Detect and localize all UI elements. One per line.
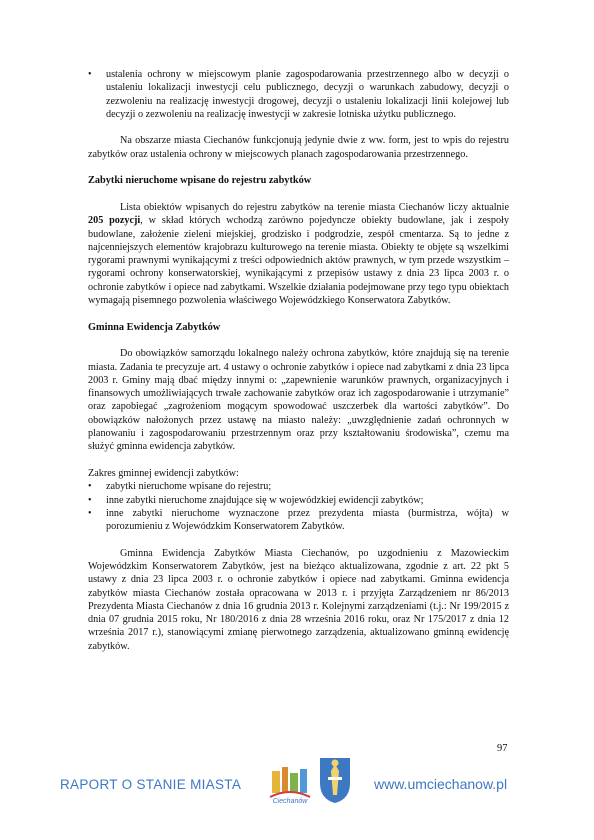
list-item: • inne zabytki nieruchome znajdujące się w wojewódzkiej ewidencji zabytków; — [88, 494, 424, 506]
scope-list — [88, 480, 509, 533]
paragraph-update: Gminna Ewidencja Zabytków Miasta Ciechanów, po uzgodnieniu z Mazowieckim Wojewódzkim Konserwatorem Zabytków, jest na bieżąco aktualizowana, zgodnie z art. 22 pkt 5 ustawy z dnia 23 lipca 2003 r. o ochronie zabytków i opiece nad zabytkami. Gminna ewidencja zabytków miasta Ciechanów została opracowana w 2013 r. i przyjęta Zarządzeniem nr 86/2013 Prezydenta Miasta Ciechanów z dnia 16 grudnia 2013 r. Kolejnymi zarządzeniami (t.j.: Nr 199/2015 z dnia 07 grudnia 2015 roku, Nr 180/2016 z dnia 28 września 2016 roku, oraz Nr 175/2017 z dnia 12 września 2017 r.), stanowiącymi zmianę pierwotnego zarządzenia, aktualizowano gminną ewidencję zabytków. — [88, 547, 509, 652]
heading-municipal-register: Gminna Ewidencja Zabytków — [88, 321, 221, 333]
intro-list — [88, 68, 509, 121]
bullet-icon: • — [88, 507, 92, 519]
coat-of-arms-icon — [317, 755, 353, 805]
heading-register: Zabytki nieruchome wpisane do rejestru zabytków — [88, 175, 312, 187]
logo-text: Ciechanów — [272, 798, 308, 805]
page-content — [88, 68, 509, 653]
list-item: • inne zabytki nieruchome wyznaczone przez prezydenta miasta (burmistrza, wójta) w porozumieniu z Wojewódzkim Konserwatorem Zabytków. — [88, 507, 509, 533]
bullet-icon: • — [88, 69, 92, 80]
page-number: 97 — [497, 743, 508, 754]
list-item: • zabytki nieruchome wpisane do rejestru; — [88, 481, 272, 493]
paragraph-register: Lista obiektów wpisanych do rejestru zabytków na terenie miasta Ciechanów liczy aktualnie 205 pozycji, w skład których wchodzą zarówno pojedyncze obiekty budowlane, jak i zespoły budowlane, założenie zieleni miejskiej, grodzisko i podgrodzie, zespół cmentarza. Są to jedne z najcenniejszych elementów krajobrazu kulturowego na terenie miasta. Obiekty te objęte są wszelkimi rygorami prawnymi wynikającymi z treści odpowiednich aktów prawnych, w tym przede wszystkim – rygorami ochrony konserwatorskiej, wynikającymi z przepisów ustawy z dnia 23 lipca 2003 r. o ochronie zabytków i opiece nad zabytkami. Wszelkie działania podejmowane przy tego typu obiektach wymagają pisemnego pozwolenia właściwego Wojewódzkiego Konserwatora Zabytków. — [88, 201, 509, 307]
paragraph-forms: Na obszarze miasta Ciechanów funkcjonują jedynie dwie z ww. form, jest to wpis do rejestru zabytków oraz ustalenia ochrony w miejscowych planach zagospodarowania przestrzennego. — [88, 135, 509, 160]
list-item: • ustalenia ochrony w miejscowym planie zagospodarowania przestrzennego albo w decyzji o ustaleniu lokalizacji inwestycji celu publicznego, decyzji o warunkach zabudowy, decyzji o zezwoleniu na realizację inwestycji drogowej, decyzji o ustaleniu lokalizacji linii kolejowej lub decyzji o zezwoleniu na realizację inwestycji w zakresie lotniska użytku publicznego. — [88, 69, 509, 120]
list-intro: Zakres gminnej ewidencji zabytków: — [88, 467, 239, 479]
bullet-icon: • — [88, 494, 92, 506]
footer-report-title: RAPORT O STANIE MIASTA — [60, 777, 242, 792]
footer-website[interactable]: www.umciechanow.pl — [374, 776, 508, 792]
bullet-icon: • — [88, 481, 92, 493]
paragraph-duties: Do obowiązków samorządu lokalnego należy ochrona zabytków, które znajdują się na terenie miasta. Zadania te precyzuje art. 4 ustawy o ochronie zabytków i opiece nad zabytkami z dnia 23 lipca 2003 r. Gminy mają dbać między innymi o: „zapewnienie warunków prawnych, organizacyjnych i finansowych umożliwiających trwałe zachowanie zabytków oraz ich zagospodarowanie i utrzymanie” oraz zapobiegać „zagrożeniom mogącym spowodować uszczerbek dla wartości zabytków”. Do obowiązków nałożonych przez ustawę na miasto należy: „uwzględnienie zadań ochronnych w planowaniu i zagospodarowaniu przestrzennym oraz przy kształtowaniu środowiska”, czemu ma służyć gminna ewidencja zabytków. — [88, 348, 509, 453]
city-logo-icon — [266, 757, 314, 805]
